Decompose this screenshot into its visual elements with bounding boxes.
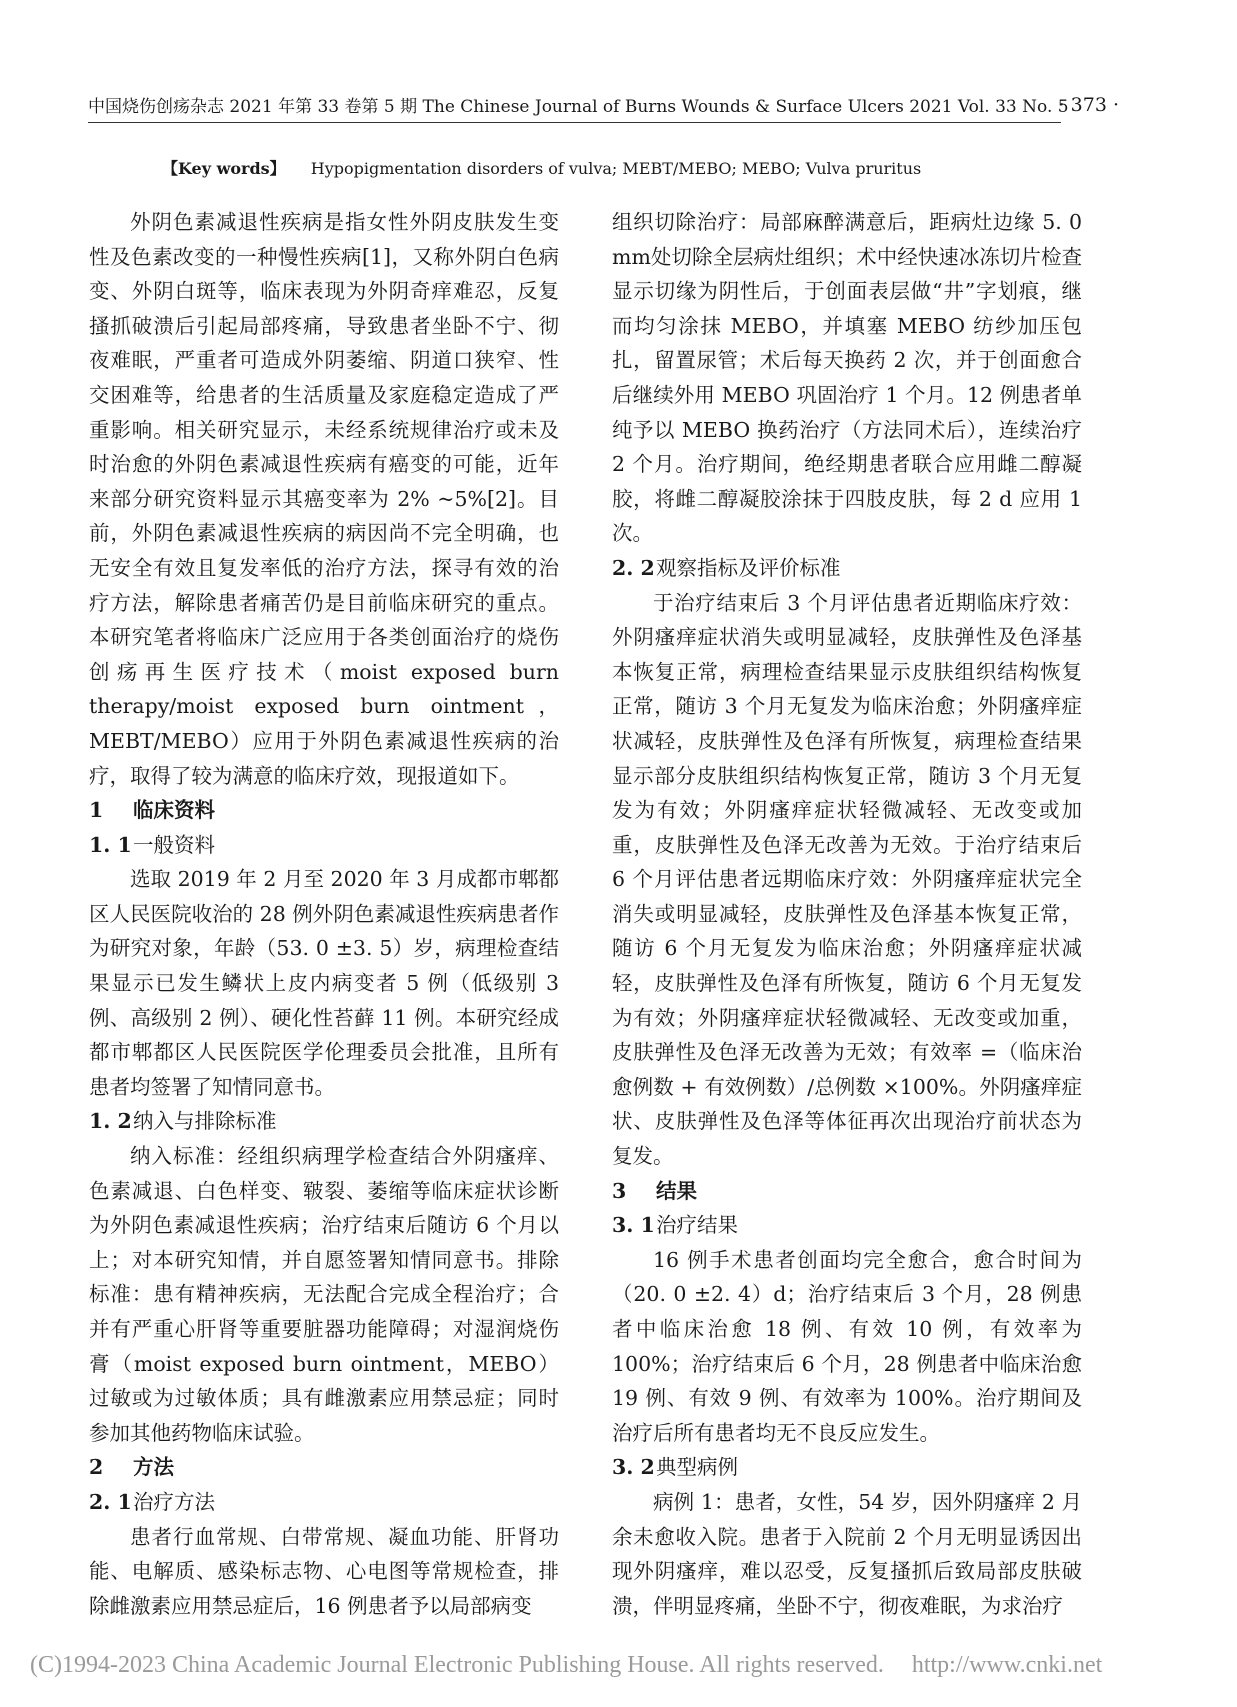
section-2-heading	[89, 1450, 559, 1485]
left-column	[89, 205, 559, 1623]
section-title: 观察指标及评价标准	[656, 555, 841, 580]
section-3-1-heading	[612, 1208, 1082, 1243]
section-number: 3	[612, 1178, 627, 1203]
section-title: 治疗结果	[656, 1213, 738, 1238]
section-3-heading	[612, 1174, 1082, 1209]
section-title: 临床资料	[133, 798, 215, 823]
copyright-footer	[30, 1652, 1102, 1679]
running-header	[88, 96, 1119, 126]
section-3-1-paragraph: 16 例手术患者创面均完全愈合，愈合时间为（20. 0 ±2. 4）d；治疗结束后 3 个月，28 例患者中临床治愈 18 例、有效 10 例，有效率为 100%；治疗结束后 6 个月，28 例患者中临床治愈 19 例、有效 9 例、有效率为 100%。治疗期间及治疗后所有患者均无不良反应发生。	[612, 1247, 1082, 1445]
section-2-2-paragraph: 于治疗结束后 3 个月评估患者近期临床疗效：外阴瘙痒症状消失或明显减轻，皮肤弹性及色泽基本恢复正常，病理检查结果显示皮肤组织结构恢复正常，随访 3 个月无复发为临床治愈；外阴瘙痒症状减轻，皮肤弹性及色泽有所恢复，病理检查结果显示部分皮肤组织结构恢复正常，随访 3 个月无复发为有效；外阴瘙痒症状轻微减轻、无改变或加重，皮肤弹性及色泽无改善为无效。于治疗结束后 6 个月评估患者远期临床疗效：外阴瘙痒症状完全消失或明显减轻，皮肤弹性及色泽基本恢复正常，随访 6 个月无复发为临床治愈；外阴瘙痒症状减轻，皮肤弹性及色泽有所恢复，随访 6 个月无复发为有效；外阴瘙痒症状轻微减轻、无改变或加重，皮肤弹性及色泽无改善为无效；有效率 =（临床治愈例数 + 有效例数）/总例数 ×100%。外阴瘙痒症状、皮肤弹性及色泽等体征再次出现治疗前状态为复发。	[612, 590, 1082, 1169]
section-2-2-heading	[612, 551, 1082, 586]
section-title: 纳入与排除标准	[133, 1109, 277, 1134]
section-1-2-heading	[89, 1104, 559, 1139]
page-number: · 373 ·	[1058, 94, 1119, 116]
section-3-2-paragraph: 病例 1：患者，女性，54 岁，因外阴瘙痒 2 月余未愈收入院。患者于入院前 2 个月无明显诱因出现外阴瘙痒，难以忍受，反复搔抓后致局部皮肤破溃，伴明显疼痛，坐卧不宁，彻夜难眠，为求治疗	[612, 1489, 1082, 1618]
section-title: 方法	[133, 1455, 174, 1480]
header-rule	[88, 122, 1061, 123]
section-1-1-heading	[89, 828, 559, 863]
section-number: 3. 1	[612, 1213, 655, 1238]
cnki-link[interactable]: http://www.cnki.net	[911, 1652, 1103, 1678]
section-2-1-paragraph: 患者行血常规、白带常规、凝血功能、肝肾功能、电解质、感染标志物、心电图等常规检查，排除雌激素应用禁忌症后，16 例患者予以局部病变	[89, 1524, 559, 1618]
section-number: 1	[89, 798, 104, 823]
section-2-1-continued: 组织切除治疗：局部麻醉满意后，距病灶边缘 5. 0 mm处切除全层病灶组织；术中经快速冰冻切片检查显示切缘为阴性后，于创面表层做“井”字划痕，继而均匀涂抹 MEBO，并填塞 MEBO 纺纱加压包扎，留置尿管；术后每天换药 2 次，并于创面愈合后继续外用 MEBO 巩固治疗 1 个月。12 例患者单纯予以 MEBO 换药治疗（方法同术后），连续治疗 2 个月。治疗期间，绝经期患者联合应用雌二醇凝胶，将雌二醇凝胶涂抹于四肢皮肤，每 2 d 应用 1 次。	[612, 210, 1082, 546]
section-1-1-paragraph: 选取 2019 年 2 月至 2020 年 3 月成都市郫都区人民医院收治的 28 例外阴色素减退性疾病患者作为研究对象，年龄（53. 0 ±3. 5）岁，病理检查结果显示已发生鳞状上皮内病变者 5 例（低级别 3 例、高级别 2 例）、硬化性苔藓 11 例。本研究经成都市郫都区人民医院医学伦理委员会批准，且所有患者均签署了知情同意书。	[89, 867, 559, 1099]
section-number: 3. 2	[612, 1455, 655, 1480]
keywords-line	[162, 156, 921, 179]
journal-title: 中国烧伤创疡杂志 2021 年第 33 卷第 5 期 The Chinese Journal of Burns Wounds & Surface Ulcers 2021 Vol. 33 No. 5	[88, 97, 1069, 117]
right-column	[612, 205, 1082, 1623]
section-title: 结果	[656, 1178, 697, 1203]
section-number: 2. 2	[612, 555, 655, 580]
section-number: 2	[89, 1455, 104, 1480]
section-3-2-heading	[612, 1450, 1082, 1485]
keywords-label: 【Key words】	[162, 159, 286, 178]
section-number: 2. 1	[89, 1489, 132, 1514]
copyright-text: (C)1994-2023 China Academic Journal Electronic Publishing House. All rights reserved.	[30, 1652, 884, 1678]
keywords-text: Hypopigmentation disorders of vulva; MEBT/MEBO; MEBO; Vulva pruritus	[310, 159, 922, 178]
section-title: 治疗方法	[133, 1489, 215, 1514]
section-number: 1. 2	[89, 1109, 132, 1134]
section-number: 1. 1	[89, 832, 132, 857]
section-title: 典型病例	[656, 1455, 738, 1480]
section-1-heading	[89, 793, 559, 828]
intro-paragraph: 外阴色素减退性疾病是指女性外阴皮肤发生变性及色素改变的一种慢性疾病[1]，又称外阴白色病变、外阴白斑等，临床表现为外阴奇痒难忍，反复搔抓破溃后引起局部疼痛，导致患者坐卧不宁、彻夜难眠，严重者可造成外阴萎缩、阴道口狭窄、性交困难等，给患者的生活质量及家庭稳定造成了严重影响。相关研究显示，未经系统规律治疗或未及时治愈的外阴色素减退性疾病有癌变的可能，近年来部分研究资料显示其癌变率为 2% ~5%[2]。目前，外阴色素减退性疾病的病因尚不完全明确，也无安全有效且复发率低的治疗方法，探寻有效的治疗方法，解除患者痛苦仍是目前临床研究的重点。本研究笔者将临床广泛应用于各类创面治疗的烧伤创疡再生医疗技术（moist exposed burn therapy/moist exposed burn ointment，MEBT/MEBO）应用于外阴色素减退性疾病的治疗，取得了较为满意的临床疗效，现报道如下。	[89, 210, 559, 788]
section-title: 一般资料	[133, 832, 215, 857]
section-1-2-paragraph: 纳入标准：经组织病理学检查结合外阴瘙痒、色素减退、白色样变、皲裂、萎缩等临床症状诊断为外阴色素减退性疾病；治疗结束后随访 6 个月以上；对本研究知情，并自愿签署知情同意书。排除标准：患有精神疾病，无法配合完成全程治疗；合并有严重心肝肾等重要脏器功能障碍；对湿润烧伤膏（moist exposed burn ointment，MEBO）过敏或为过敏体质；具有雌激素应用禁忌症；同时参加其他药物临床试验。	[89, 1144, 559, 1445]
section-2-1-heading	[89, 1485, 559, 1520]
